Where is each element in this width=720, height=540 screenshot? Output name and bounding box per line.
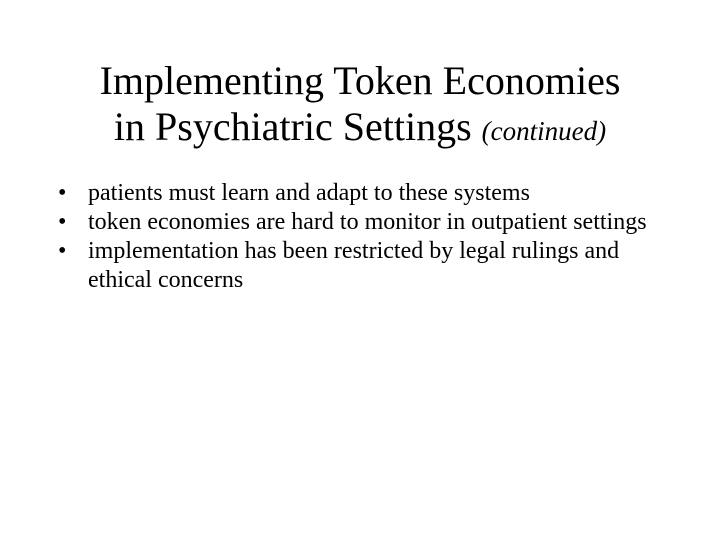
title-continued-note: (continued): [481, 116, 607, 146]
bullet-text: patients must learn and adapt to these systems: [88, 180, 530, 206]
title-line-2-main: in Psychiatric Settings: [113, 104, 472, 149]
bullet-item: [58, 237, 678, 295]
bullet-icon: •: [58, 209, 67, 235]
bullet-icon: •: [58, 238, 67, 264]
bullet-list: [58, 179, 678, 295]
bullet-text: implementation has been restricted by legal rulings and ethical concerns: [88, 238, 620, 293]
bullet-icon: •: [58, 180, 67, 206]
bullet-item: [58, 179, 678, 208]
slide-title: [0, 58, 720, 154]
bullet-item: [58, 208, 678, 237]
bullet-text: token economies are hard to monitor in outpatient settings: [88, 209, 647, 235]
title-line-2: [0, 104, 720, 154]
title-line-1: Implementing Token Economies: [99, 58, 621, 103]
